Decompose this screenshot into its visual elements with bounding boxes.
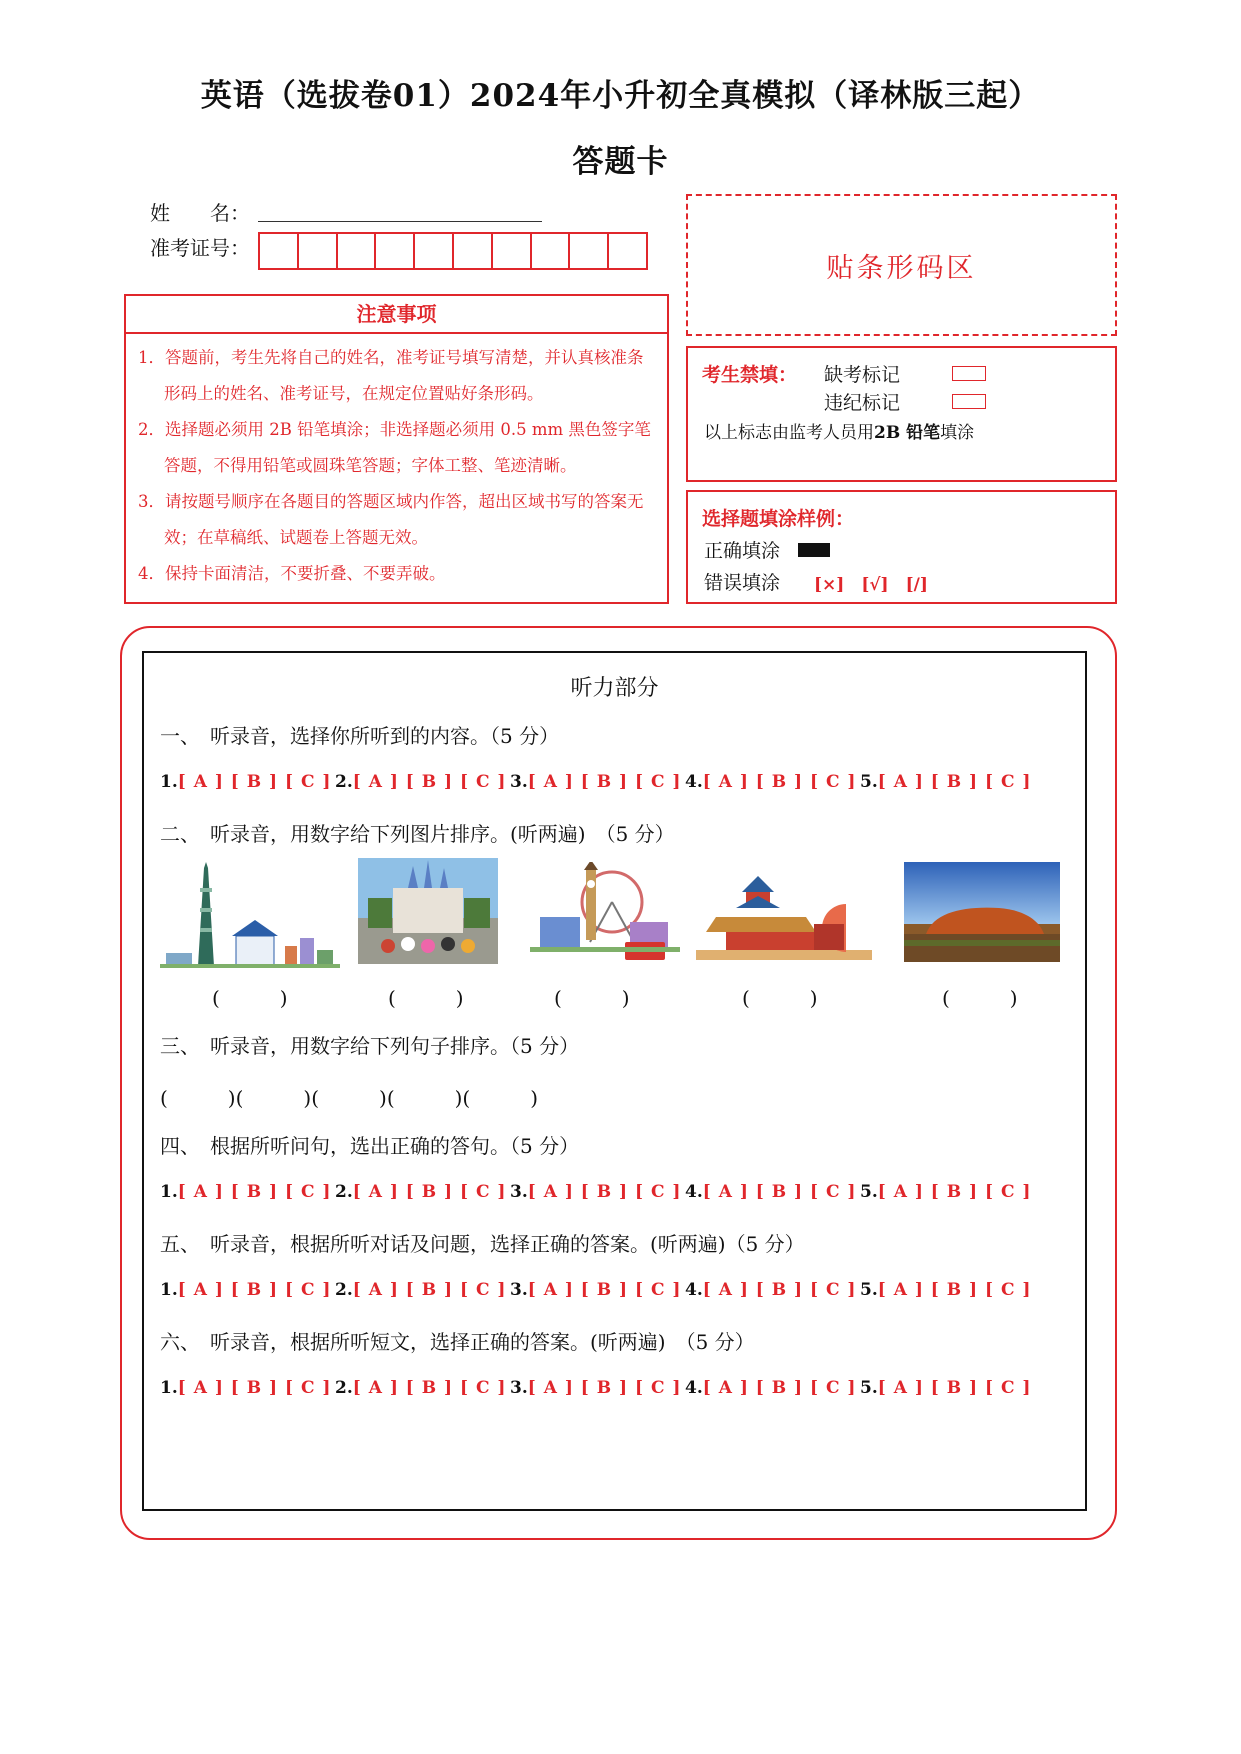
choice-bubbles[interactable]: [ A ] [ B ] [ C ] <box>527 1378 682 1398</box>
q-number: 1. <box>160 1378 178 1398</box>
listening-heading: 听力部分 <box>570 676 659 701</box>
choice-bubbles[interactable]: [ A ] [ B ] [ C ] <box>352 772 507 792</box>
disneyland-castle-picture <box>358 858 498 964</box>
q-number: 3. <box>510 1280 528 1300</box>
id-cell[interactable] <box>338 234 377 268</box>
uluru-picture <box>904 862 1060 962</box>
violation-mark-label: 违纪标记 <box>824 392 901 414</box>
notice-item: 3．请按题号顺序在各题目的答题区域内作答，超出区域书写的答案无效；在草稿纸、试题卷上答题无效。 <box>138 492 644 547</box>
q-number: 4. <box>685 1378 703 1398</box>
choice-bubbles[interactable]: [ A ] [ B ] [ C ] <box>177 1182 332 1202</box>
beijing-picture <box>696 862 872 966</box>
notice-box <box>124 294 669 604</box>
forbid-label: 考生禁填： <box>702 364 798 386</box>
id-cell[interactable] <box>609 234 646 268</box>
violation-mark-box[interactable] <box>952 394 986 409</box>
picture-4-answer[interactable]: ( ) <box>742 986 818 1010</box>
section-4-title: 四、 根据所听问句，选出正确的答句。（5 分） <box>160 1134 580 1158</box>
section-5-title: 五、 听录音，根据所听对话及问题，选择正确的答案。(听两遍)（5 分） <box>160 1232 805 1256</box>
choice-bubbles[interactable]: [ A ] [ B ] [ C ] <box>877 772 1032 792</box>
forbid-note-a: 以上标志由监考人员用 <box>704 423 874 443</box>
q-number: 3. <box>510 772 528 792</box>
q-number: 4. <box>685 1182 703 1202</box>
picture-1-answer[interactable]: ( ) <box>212 986 288 1010</box>
choice-bubbles[interactable]: [ A ] [ B ] [ C ] <box>352 1280 507 1300</box>
examinee-forbidden-box <box>686 346 1117 482</box>
taipei-101-picture <box>160 858 340 968</box>
correct-fill-label: 正确填涂 <box>704 540 781 562</box>
q-number: 1. <box>160 1182 178 1202</box>
choice-bubbles[interactable]: [ A ] [ B ] [ C ] <box>352 1182 507 1202</box>
q-number: 5. <box>860 1280 878 1300</box>
id-number-boxes[interactable] <box>258 232 648 270</box>
choice-bubbles[interactable]: [ A ] [ B ] [ C ] <box>702 772 857 792</box>
notice-item: 4．保持卡面清洁，不要折叠、不要弄破。 <box>138 564 446 583</box>
sentence-order-answers[interactable]: ( )( )( )( )( ) <box>160 1086 539 1110</box>
notice-item: 1．答题前，考生先将自己的姓名，准考证号填写清楚，并认真核准条形码上的姓名、准考证号，在规定位置贴好条形码。 <box>138 348 644 403</box>
q-number: 1. <box>160 772 178 792</box>
q-number: 5. <box>860 1182 878 1202</box>
id-cell[interactable] <box>493 234 532 268</box>
london-picture <box>530 862 680 966</box>
choice-bubbles[interactable]: [ A ] [ B ] [ C ] <box>527 1280 682 1300</box>
id-cell[interactable] <box>415 234 454 268</box>
q-number: 5. <box>860 772 878 792</box>
q-number: 2. <box>335 772 353 792</box>
section-5-answers <box>160 1280 1060 1300</box>
section-3-title: 三、 听录音，用数字给下列句子排序。（5 分） <box>160 1034 580 1058</box>
wrong-fill-label: 错误填涂 <box>704 572 781 594</box>
choice-bubbles[interactable]: [ A ] [ B ] [ C ] <box>702 1182 857 1202</box>
id-cell[interactable] <box>454 234 493 268</box>
q-number: 4. <box>685 772 703 792</box>
q-number: 3. <box>510 1182 528 1202</box>
picture-5-answer[interactable]: ( ) <box>942 986 1018 1010</box>
choice-bubbles[interactable]: [ A ] [ B ] [ C ] <box>702 1280 857 1300</box>
page-title: 英语（选拔卷01）2024年小升初全真模拟（译林版三起） <box>200 78 1041 114</box>
correct-fill-example <box>798 543 830 557</box>
choice-bubbles[interactable]: [ A ] [ B ] [ C ] <box>177 1378 332 1398</box>
section-1-answers <box>160 772 1060 792</box>
choice-bubbles[interactable]: [ A ] [ B ] [ C ] <box>702 1378 857 1398</box>
notice-heading: 注意事项 <box>126 296 667 334</box>
choice-bubbles[interactable]: [ A ] [ B ] [ C ] <box>527 772 682 792</box>
choice-bubbles[interactable]: [ A ] [ B ] [ C ] <box>877 1378 1032 1398</box>
section-2-title: 二、 听录音，用数字给下列图片排序。(听两遍) （5 分） <box>160 822 675 846</box>
page-subtitle: 答题卡 <box>572 144 669 180</box>
barcode-area <box>686 194 1117 336</box>
choice-bubbles[interactable]: [ A ] [ B ] [ C ] <box>877 1280 1032 1300</box>
absent-mark-label: 缺考标记 <box>824 364 901 386</box>
q-number: 1. <box>160 1280 178 1300</box>
q-number: 2. <box>335 1378 353 1398</box>
q-number: 4. <box>685 1280 703 1300</box>
choice-bubbles[interactable]: [ A ] [ B ] [ C ] <box>177 772 332 792</box>
section-4-answers <box>160 1182 1060 1202</box>
id-cell[interactable] <box>376 234 415 268</box>
q-number: 3. <box>510 1378 528 1398</box>
q-number: 5. <box>860 1378 878 1398</box>
notice-item: 2．选择题必须用 2B 铅笔填涂；非选择题必须用 0.5 mm 黑色签字笔答题，不得用铅笔或圆珠笔答题；字体工整、笔迹清晰。 <box>138 420 651 475</box>
id-cell[interactable] <box>299 234 338 268</box>
choice-bubbles[interactable]: [ A ] [ B ] [ C ] <box>352 1378 507 1398</box>
choice-bubbles[interactable]: [ A ] [ B ] [ C ] <box>177 1280 332 1300</box>
id-cell[interactable] <box>260 234 299 268</box>
barcode-label: 贴条形码区 <box>826 252 977 284</box>
name-field[interactable] <box>258 221 542 222</box>
wrong-fill-examples: [×] [√] [/] <box>814 575 928 595</box>
absent-mark-box[interactable] <box>952 366 986 381</box>
name-label: 姓 名： <box>150 201 250 225</box>
choice-bubbles[interactable]: [ A ] [ B ] [ C ] <box>527 1182 682 1202</box>
id-label: 准考证号： <box>150 236 250 260</box>
section-6-answers <box>160 1378 1060 1398</box>
choice-bubbles[interactable]: [ A ] [ B ] [ C ] <box>877 1182 1032 1202</box>
id-cell[interactable] <box>570 234 609 268</box>
fill-sample-box <box>686 490 1117 604</box>
section-1-title: 一、 听录音，选择你所听到的内容。（5 分） <box>160 724 560 748</box>
q-number: 2. <box>335 1182 353 1202</box>
sample-heading: 选择题填涂样例： <box>702 508 855 530</box>
forbid-note <box>704 418 974 443</box>
picture-3-answer[interactable]: ( ) <box>554 986 630 1010</box>
forbid-note-b: 2B 铅笔 <box>874 423 941 443</box>
forbid-note-c: 填涂 <box>940 423 975 443</box>
q-number: 2. <box>335 1280 353 1300</box>
section-6-title: 六、 听录音，根据所听短文，选择正确的答案。(听两遍) （5 分） <box>160 1330 755 1354</box>
id-cell[interactable] <box>532 234 571 268</box>
picture-2-answer[interactable]: ( ) <box>388 986 464 1010</box>
